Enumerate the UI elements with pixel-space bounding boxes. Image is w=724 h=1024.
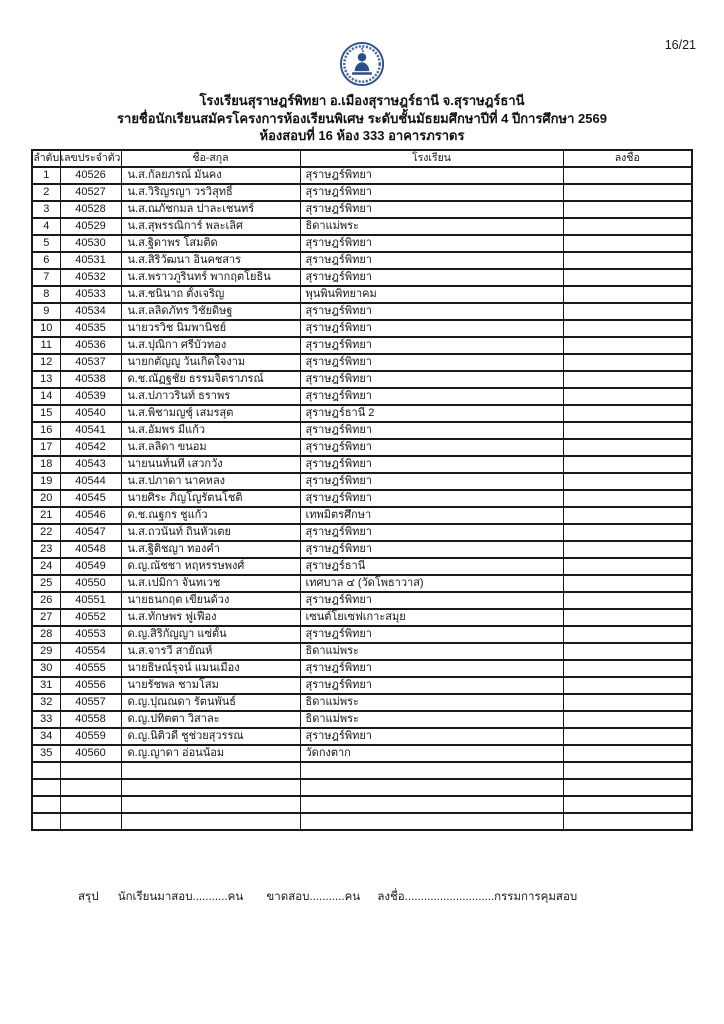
cell-order: 12: [32, 354, 60, 371]
cell-order: 29: [32, 643, 60, 660]
cell-order: 25: [32, 575, 60, 592]
cell-school: สุราษฎร์พิทยา: [300, 422, 563, 439]
cell-student-id: 40555: [60, 660, 121, 677]
student-roster-table: [31, 149, 693, 831]
student-row: [32, 167, 692, 184]
cell-order: 3: [32, 201, 60, 218]
cell-student-id: 40549: [60, 558, 121, 575]
cell-name: น.ส.กัลยภรณ์ มั่นคง: [121, 167, 300, 184]
cell-student-id: [60, 762, 121, 779]
cell-student-id: 40560: [60, 745, 121, 762]
cell-signature: [563, 575, 692, 592]
cell-signature: [563, 643, 692, 660]
cell-order: 10: [32, 320, 60, 337]
cell-school: เทพมิตรศึกษา: [300, 507, 563, 524]
cell-signature: [563, 524, 692, 541]
school-name-title: โรงเรียนสุราษฎร์พิทยา อ.เมืองสุราษฎร์ธานี จ.สุราษฎร์ธานี: [199, 93, 525, 108]
cell-student-id: 40557: [60, 694, 121, 711]
empty-row: [32, 762, 692, 779]
cell-order: 34: [32, 728, 60, 745]
cell-name: น.ส.พราวภูรินทร์ พากฤตโยธิน: [121, 269, 300, 286]
cell-student-id: 40554: [60, 643, 121, 660]
cell-student-id: 40531: [60, 252, 121, 269]
cell-signature: [563, 422, 692, 439]
document-title: รายชื่อนักเรียนสมัครโครงการห้องเรียนพิเศษ ระดับชั้นมัธยมศึกษาปีที่ 4 ปีการศึกษา 2569: [117, 110, 607, 126]
cell-name: นายนนท์นที เสวกวัง: [121, 456, 300, 473]
cell-signature: [563, 337, 692, 354]
cell-order: 13: [32, 371, 60, 388]
cell-name: น.ส.ฐิดาพร โสมติด: [121, 235, 300, 252]
cell-school: [300, 762, 563, 779]
school-crest-svg: [339, 40, 385, 88]
cell-order: 9: [32, 303, 60, 320]
cell-signature: [563, 473, 692, 490]
cell-school: เซนต์โยเซฟเกาะสมุย: [300, 609, 563, 626]
student-row: [32, 677, 692, 694]
cell-student-id: 40542: [60, 439, 121, 456]
cell-school: สุราษฎร์พิทยา: [300, 235, 563, 252]
cell-signature: [563, 456, 692, 473]
cell-student-id: 40530: [60, 235, 121, 252]
cell-name: นายวรวิช นิ่มพานิชย์: [121, 320, 300, 337]
cell-signature: [563, 796, 692, 813]
student-row: [32, 473, 692, 490]
cell-name: นายศิระ ภิญโญรัตนโชติ: [121, 490, 300, 507]
student-row: [32, 252, 692, 269]
cell-name: น.ส.ถวนันท์ ถิ่นหัวเตย: [121, 524, 300, 541]
cell-school: สุราษฎร์พิทยา: [300, 473, 563, 490]
cell-order: 15: [32, 405, 60, 422]
student-row: [32, 558, 692, 575]
student-row: [32, 286, 692, 303]
cell-school: [300, 796, 563, 813]
cell-order: 1: [32, 167, 60, 184]
summary-line: [78, 888, 577, 906]
cell-school: วัดกงตาก: [300, 745, 563, 762]
cell-student-id: 40528: [60, 201, 121, 218]
student-row: [32, 643, 692, 660]
cell-signature: [563, 286, 692, 303]
cell-name: น.ส.ณภัชกมล ปาละเชนทร์: [121, 201, 300, 218]
empty-row: [32, 779, 692, 796]
exam-room-title: ห้องสอบที่ 16 ห้อง 333 อาคารภราดร: [259, 128, 465, 143]
student-row: [32, 405, 692, 422]
cell-signature: [563, 303, 692, 320]
student-row: [32, 456, 692, 473]
cell-order: 17: [32, 439, 60, 456]
present-count-blank: นักเรียนมาสอบ...........คน: [117, 891, 244, 903]
student-row: [32, 711, 692, 728]
cell-student-id: 40539: [60, 388, 121, 405]
cell-school: สุราษฎร์พิทยา: [300, 524, 563, 541]
empty-row: [32, 796, 692, 813]
cell-order: 23: [32, 541, 60, 558]
student-row: [32, 320, 692, 337]
cell-student-id: 40540: [60, 405, 121, 422]
cell-name: น.ส.อัมพร มีแก้ว: [121, 422, 300, 439]
cell-school: สุราษฎร์พิทยา: [300, 728, 563, 745]
cell-name: ด.ญ.สิริกัญญา แซ่ตั้น: [121, 626, 300, 643]
cell-order: [32, 762, 60, 779]
cell-signature: [563, 184, 692, 201]
cell-school: สุราษฎร์พิทยา: [300, 626, 563, 643]
cell-school: ธิดาแม่พระ: [300, 643, 563, 660]
cell-name: น.ส.ปุณิกา ศรีบัวทอง: [121, 337, 300, 354]
cell-signature: [563, 660, 692, 677]
cell-signature: [563, 218, 692, 235]
column-header-name: ชื่อ-สกุล: [121, 150, 300, 167]
cell-order: 4: [32, 218, 60, 235]
cell-school: สุราษฎร์พิทยา: [300, 388, 563, 405]
student-row: [32, 371, 692, 388]
cell-name: ด.ญ.ปุณณดา รัตนพันธ์: [121, 694, 300, 711]
school-crest-icon: [339, 40, 385, 88]
student-row: [32, 354, 692, 371]
cell-student-id: 40543: [60, 456, 121, 473]
cell-student-id: 40545: [60, 490, 121, 507]
cell-student-id: 40536: [60, 337, 121, 354]
cell-signature: [563, 252, 692, 269]
cell-order: 8: [32, 286, 60, 303]
cell-signature: [563, 371, 692, 388]
cell-name: น.ส.ลลิดา ขนอม: [121, 439, 300, 456]
cell-school: ธิดาแม่พระ: [300, 218, 563, 235]
cell-school: สุราษฎร์พิทยา: [300, 541, 563, 558]
cell-school: สุราษฎร์พิทยา: [300, 354, 563, 371]
cell-signature: [563, 728, 692, 745]
student-row: [32, 745, 692, 762]
cell-signature: [563, 388, 692, 405]
student-row: [32, 626, 692, 643]
cell-school: สุราษฎร์พิทยา: [300, 490, 563, 507]
student-row: [32, 609, 692, 626]
cell-signature: [563, 609, 692, 626]
cell-name: น.ส.พิชามญชุ์ เสมรสุต: [121, 405, 300, 422]
absent-count-blank: ขาดสอบ...........คน: [266, 891, 361, 903]
cell-student-id: 40546: [60, 507, 121, 524]
table-header-row: [32, 150, 692, 167]
cell-name: ด.ญ.นิติวดี ชูช่วยสุวรรณ: [121, 728, 300, 745]
cell-student-id: 40534: [60, 303, 121, 320]
cell-school: สุราษฎร์พิทยา: [300, 320, 563, 337]
student-row: [32, 184, 692, 201]
cell-name: [121, 779, 300, 796]
cell-name: [121, 813, 300, 830]
summary-label: สรุป: [78, 891, 99, 903]
cell-student-id: 40541: [60, 422, 121, 439]
cell-signature: [563, 694, 692, 711]
cell-name: น.ส.ปภาดา นาคหลง: [121, 473, 300, 490]
cell-name: ด.ช.ณัฏฐชัย ธรรมจิตราภรณ์: [121, 371, 300, 388]
cell-student-id: 40551: [60, 592, 121, 609]
cell-school: พุนพินพิทยาคม: [300, 286, 563, 303]
cell-order: 30: [32, 660, 60, 677]
cell-school: สุราษฎร์พิทยา: [300, 592, 563, 609]
cell-order: 7: [32, 269, 60, 286]
cell-signature: [563, 201, 692, 218]
cell-name: น.ส.สุพรรณิการ์ พละเลิศ: [121, 218, 300, 235]
cell-order: 14: [32, 388, 60, 405]
student-row: [32, 269, 692, 286]
cell-order: 2: [32, 184, 60, 201]
cell-student-id: 40558: [60, 711, 121, 728]
cell-signature: [563, 779, 692, 796]
student-row: [32, 422, 692, 439]
cell-school: สุราษฎร์พิทยา: [300, 677, 563, 694]
cell-school: สุราษฎร์พิทยา: [300, 371, 563, 388]
cell-student-id: 40544: [60, 473, 121, 490]
cell-signature: [563, 558, 692, 575]
cell-signature: [563, 507, 692, 524]
cell-student-id: [60, 796, 121, 813]
student-row: [32, 660, 692, 677]
cell-school: สุราษฎร์ธานี: [300, 558, 563, 575]
cell-order: 32: [32, 694, 60, 711]
cell-order: 28: [32, 626, 60, 643]
cell-order: [32, 796, 60, 813]
cell-name: ด.ญ.ณัชชา หฤหรรษพงศ์: [121, 558, 300, 575]
student-row: [32, 694, 692, 711]
student-row: [32, 218, 692, 235]
cell-student-id: 40552: [60, 609, 121, 626]
cell-name: ด.ญ.ปทิตตา วิสาละ: [121, 711, 300, 728]
cell-student-id: 40559: [60, 728, 121, 745]
cell-school: [300, 813, 563, 830]
cell-name: ด.ญ.ญาดา อ่อนน้อม: [121, 745, 300, 762]
student-row: [32, 490, 692, 507]
cell-name: นายธนกฤต เขียนด้วง: [121, 592, 300, 609]
cell-school: สุราษฎร์พิทยา: [300, 337, 563, 354]
cell-order: 19: [32, 473, 60, 490]
cell-signature: [563, 320, 692, 337]
cell-school: สุราษฎร์พิทยา: [300, 201, 563, 218]
cell-student-id: 40532: [60, 269, 121, 286]
cell-student-id: [60, 779, 121, 796]
cell-name: น.ส.ปภาวรินท์ ธราพร: [121, 388, 300, 405]
cell-name: นายรัชพล ชามโสม: [121, 677, 300, 694]
cell-signature: [563, 354, 692, 371]
cell-school: สุราษฎร์พิทยา: [300, 456, 563, 473]
cell-signature: [563, 762, 692, 779]
cell-student-id: 40537: [60, 354, 121, 371]
cell-student-id: 40548: [60, 541, 121, 558]
student-row: [32, 303, 692, 320]
student-row: [32, 575, 692, 592]
cell-student-id: 40547: [60, 524, 121, 541]
cell-name: นายธิษณ์รุจน์ แมนเมือง: [121, 660, 300, 677]
cell-order: 6: [32, 252, 60, 269]
cell-order: 24: [32, 558, 60, 575]
cell-order: 31: [32, 677, 60, 694]
student-row: [32, 524, 692, 541]
student-row: [32, 728, 692, 745]
page-number: 16/21: [664, 38, 696, 52]
cell-student-id: 40529: [60, 218, 121, 235]
cell-signature: [563, 745, 692, 762]
cell-order: [32, 813, 60, 830]
cell-signature: [563, 711, 692, 728]
student-row: [32, 388, 692, 405]
proctor-signature-blank: ลงชื่อ............................กรรมการคุมสอบ: [377, 891, 578, 903]
student-row: [32, 541, 692, 558]
cell-name: น.ส.สิริวัฒนา อินคชสาร: [121, 252, 300, 269]
cell-school: สุราษฎร์พิทยา: [300, 269, 563, 286]
cell-signature: [563, 626, 692, 643]
cell-signature: [563, 677, 692, 694]
cell-student-id: 40556: [60, 677, 121, 694]
cell-student-id: 40550: [60, 575, 121, 592]
student-row: [32, 439, 692, 456]
cell-name: น.ส.ลลิดภัทร วิชัยดิษฐ: [121, 303, 300, 320]
cell-school: สุราษฎร์พิทยา: [300, 167, 563, 184]
cell-order: 26: [32, 592, 60, 609]
cell-order: 5: [32, 235, 60, 252]
cell-signature: [563, 235, 692, 252]
cell-name: ด.ช.ณฐกร ชูแก้ว: [121, 507, 300, 524]
empty-row: [32, 813, 692, 830]
student-row: [32, 592, 692, 609]
table-body: [32, 167, 692, 830]
cell-school: เทศบาล ๔ (วัดโพธาวาส): [300, 575, 563, 592]
cell-signature: [563, 439, 692, 456]
cell-signature: [563, 269, 692, 286]
column-header-signature: ลงชื่อ: [563, 150, 692, 167]
cell-order: [32, 779, 60, 796]
cell-order: 22: [32, 524, 60, 541]
cell-signature: [563, 405, 692, 422]
cell-school: สุราษฎร์พิทยา: [300, 439, 563, 456]
cell-student-id: 40538: [60, 371, 121, 388]
cell-school: สุราษฎร์พิทยา: [300, 184, 563, 201]
cell-order: 20: [32, 490, 60, 507]
cell-name: น.ส.ทักษพร ฟูเฟื่อง: [121, 609, 300, 626]
cell-student-id: 40553: [60, 626, 121, 643]
student-row: [32, 337, 692, 354]
cell-name: น.ส.เปมิกา จันทเวช: [121, 575, 300, 592]
cell-school: [300, 779, 563, 796]
cell-order: 33: [32, 711, 60, 728]
cell-name: น.ส.วิริญรญา วรวิสุทธิ์: [121, 184, 300, 201]
cell-student-id: [60, 813, 121, 830]
cell-signature: [563, 167, 692, 184]
cell-student-id: 40535: [60, 320, 121, 337]
cell-signature: [563, 541, 692, 558]
cell-school: ธิดาแม่พระ: [300, 694, 563, 711]
cell-order: 27: [32, 609, 60, 626]
cell-order: 21: [32, 507, 60, 524]
cell-order: 18: [32, 456, 60, 473]
cell-school: สุราษฎร์พิทยา: [300, 660, 563, 677]
student-row: [32, 201, 692, 218]
cell-student-id: 40527: [60, 184, 121, 201]
cell-name: น.ส.ฐิติชญา ทองคำ: [121, 541, 300, 558]
cell-school: สุราษฎร์พิทยา: [300, 252, 563, 269]
column-header-school: โรงเรียน: [300, 150, 563, 167]
cell-student-id: 40526: [60, 167, 121, 184]
column-header-order: ลำดับ: [32, 150, 60, 167]
cell-name: [121, 796, 300, 813]
cell-signature: [563, 813, 692, 830]
cell-signature: [563, 592, 692, 609]
student-row: [32, 507, 692, 524]
cell-name: นายกตัญญู วันเกิดใจงาม: [121, 354, 300, 371]
cell-school: สุราษฎร์พิทยา: [300, 303, 563, 320]
cell-name: น.ส.ชนินาถ ตั้งเจริญ: [121, 286, 300, 303]
cell-order: 35: [32, 745, 60, 762]
cell-order: 11: [32, 337, 60, 354]
cell-order: 16: [32, 422, 60, 439]
student-row: [32, 235, 692, 252]
cell-name: [121, 762, 300, 779]
cell-school: สุราษฎร์ธานี 2: [300, 405, 563, 422]
cell-signature: [563, 490, 692, 507]
cell-student-id: 40533: [60, 286, 121, 303]
cell-name: น.ส.จารวี สายัณห์: [121, 643, 300, 660]
column-header-student-id: เลขประจำตัว: [60, 150, 121, 167]
cell-school: ธิดาแม่พระ: [300, 711, 563, 728]
